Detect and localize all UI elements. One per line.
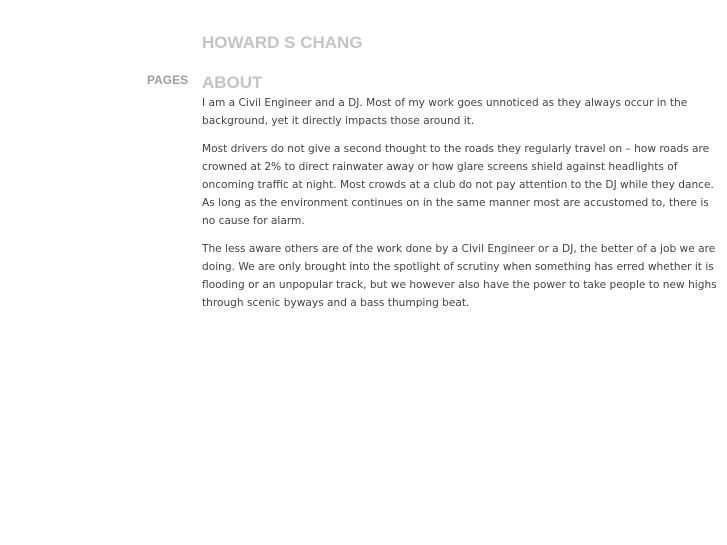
- sidebar-pages-heading: PAGES: [147, 73, 189, 87]
- about-paragraph-3: The less aware others are of the work done by a Civil Engineer or a DJ, the better of a job we are doing. We are only brought into the spotlight of scrutiny when something has erred whether it is flooding or an unpopular track, but we however also have the power to take people to new highs through scenic byways and a bass thumping beat.: [202, 243, 717, 309]
- page-content: [202, 94, 724, 322]
- about-paragraph-1: I am a Civil Engineer and a DJ. Most of my work goes unnoticed as they always occur in the background, yet it directly impacts those around it.: [202, 97, 688, 127]
- site-title-link[interactable]: HOWARD S CHANG: [202, 33, 363, 52]
- about-paragraph-2: Most drivers do not give a second thought to the roads they regularly travel on – how roads are crowned at 2% to direct rainwater away or how glare screens shield against headlights of oncoming traffic at night. Most crowds at a club do not pay attention to the DJ while they dance. As long as the environment continues on in the same manner most are accustomed to, there is no cause for alarm.: [202, 143, 714, 227]
- page-title: ABOUT: [202, 73, 263, 92]
